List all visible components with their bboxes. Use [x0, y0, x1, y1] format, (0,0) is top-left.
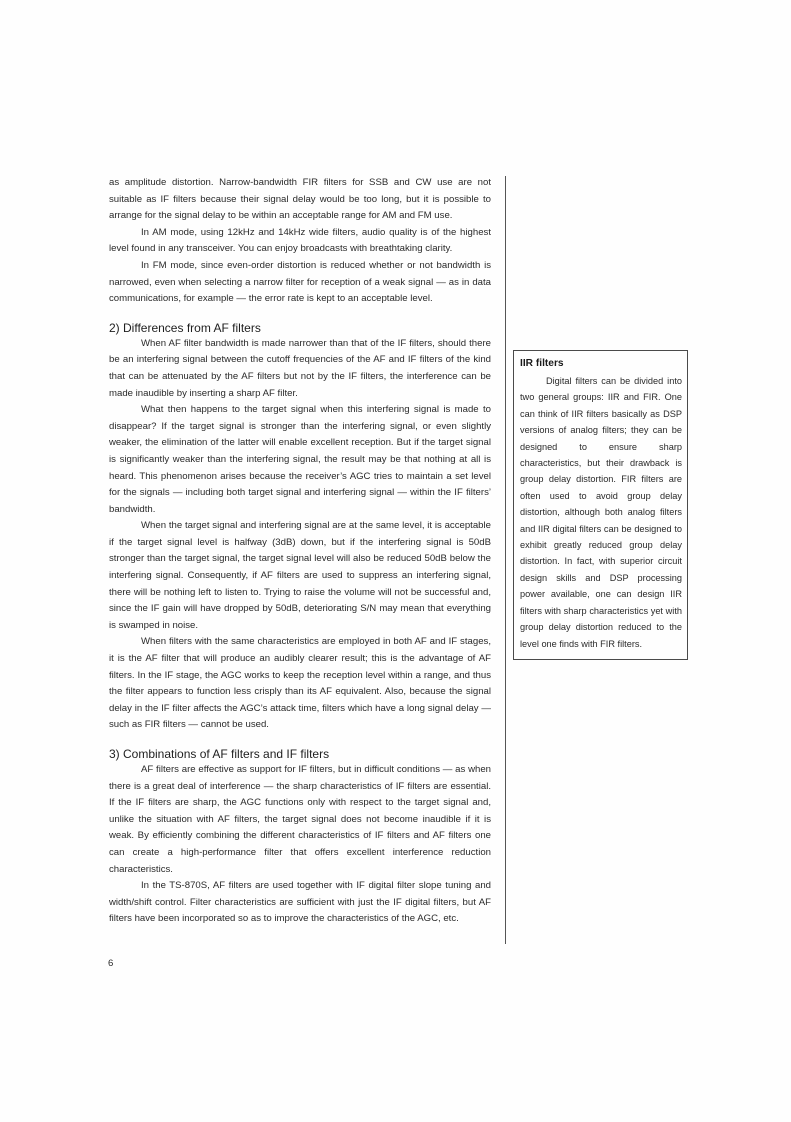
paragraph: AF filters are effective as support for IF filters, but in difficult conditions — as when there is a great deal of interference — the sharp characteristics of IF filters are essential. If the IF filters are sharp, the AGC functions only with respect to the target signal and, unlike the situation with AF filters, the target signal does not become inaudible if it is weak. By efficiently combining the different characteristics of IF filters and AF filters one can create a high-performance filter that offers excellent interference reduction characteristics. [109, 764, 491, 875]
sidebar-body: Digital filters can be divided into two general groups: IIR and FIR. One can think of IIR filters basically as DSP versions of analog filters; they can be designed to ensure sharp characteristics, but their drawback is group delay distortion. FIR filters are often used to avoid group delay distortion, although both analog filters and IIR digital filters can be designed to exhibit greatly reduced group delay distortion. In fact, with superior circuit design skills and DSP processing power available, one can design IIR filters with sharp characteristics yet with group delay distortion reduced to the level one finds with FIR filters. [520, 376, 682, 649]
paragraph: In AM mode, using 12kHz and 14kHz wide filters, audio quality is of the highest level found in any transceiver. You can enjoy broadcasts with breathtaking clarity. [109, 226, 491, 255]
paragraph: What then happens to the target signal when this interfering signal is made to disappear? If the target signal is stronger than the interfering signal, or even slightly weaker, the elimination of the latter will enable excellent reception. But if the target signal is significantly weaker than the interfering signal, the result may be that nothing at all is heard. This phenomenon arises because the receiver’s AGC tries to maintain a set level for the signals — including both target signal and interfering signal — within the IF filters’ bandwidth. [109, 404, 491, 515]
paragraph: In FM mode, since even-order distortion is reduced whether or not bandwidth is narrowed, even when selecting a narrow filter for reception of a weak signal — as in data communications, for example — the error rate is kept to an acceptable level. [109, 259, 491, 305]
paragraph: as amplitude distortion. Narrow-bandwidth FIR filters for SSB and CW use are not suitable as IF filters because their signal delay would be too long, but it is possible to arrange for the signal delay to be within an acceptable range for AM and FM use. [109, 177, 491, 222]
column-divider [505, 176, 506, 944]
page-number: 6 [108, 958, 114, 969]
main-column [109, 175, 491, 928]
paragraph: In the TS-870S, AF filters are used together with IF digital filter slope tuning and width/shift control. Filter characteristics are sufficient with just the IF digital filters, but AF filters have been incorporated so as to improve the characteristics of the AGC, etc. [109, 880, 491, 925]
paragraph: When filters with the same characteristics are employed in both AF and IF stages, it is the AF filter that will produce an audibly clearer result; this is the advantage of AF filters. In the IF stage, the AGC works to keep the reception level within a range, and thus the filter appears to function less crisply than its AF equivalent. Also, because the signal delay in the IF filter affects the AGC’s attack time, filters which have a long signal delay — such as FIR filters — cannot be used. [109, 636, 491, 731]
sidebar-box [513, 350, 688, 660]
section-heading: 3) Combinations of AF filters and IF filters [109, 747, 330, 761]
sidebar-title: IIR filters [520, 358, 564, 369]
paragraph: When the target signal and interfering signal are at the same level, it is acceptable if the target signal level is halfway (3dB) down, but if the interfering signal is 50dB stronger than the target signal, the target signal level will also be reduced 50dB below the interfering signal. Consequently, if AF filters are used to suppress an interfering signal, there will be nothing left to listen to. Trying to raise the volume will not be successful and, since the IF gain will have dropped by 50dB, deteriorating S/N may mean that everything is swamped in noise. [109, 520, 491, 631]
paragraph: When AF filter bandwidth is made narrower than that of the IF filters, should there be an interfering signal between the cutoff frequencies of the AF and IF filters of the kind that can be attenuated by the AF filters but not by the IF filters, the interference can be made inaudible by inserting a sharp AF filter. [109, 337, 491, 399]
section-heading: 2) Differences from AF filters [109, 320, 261, 335]
